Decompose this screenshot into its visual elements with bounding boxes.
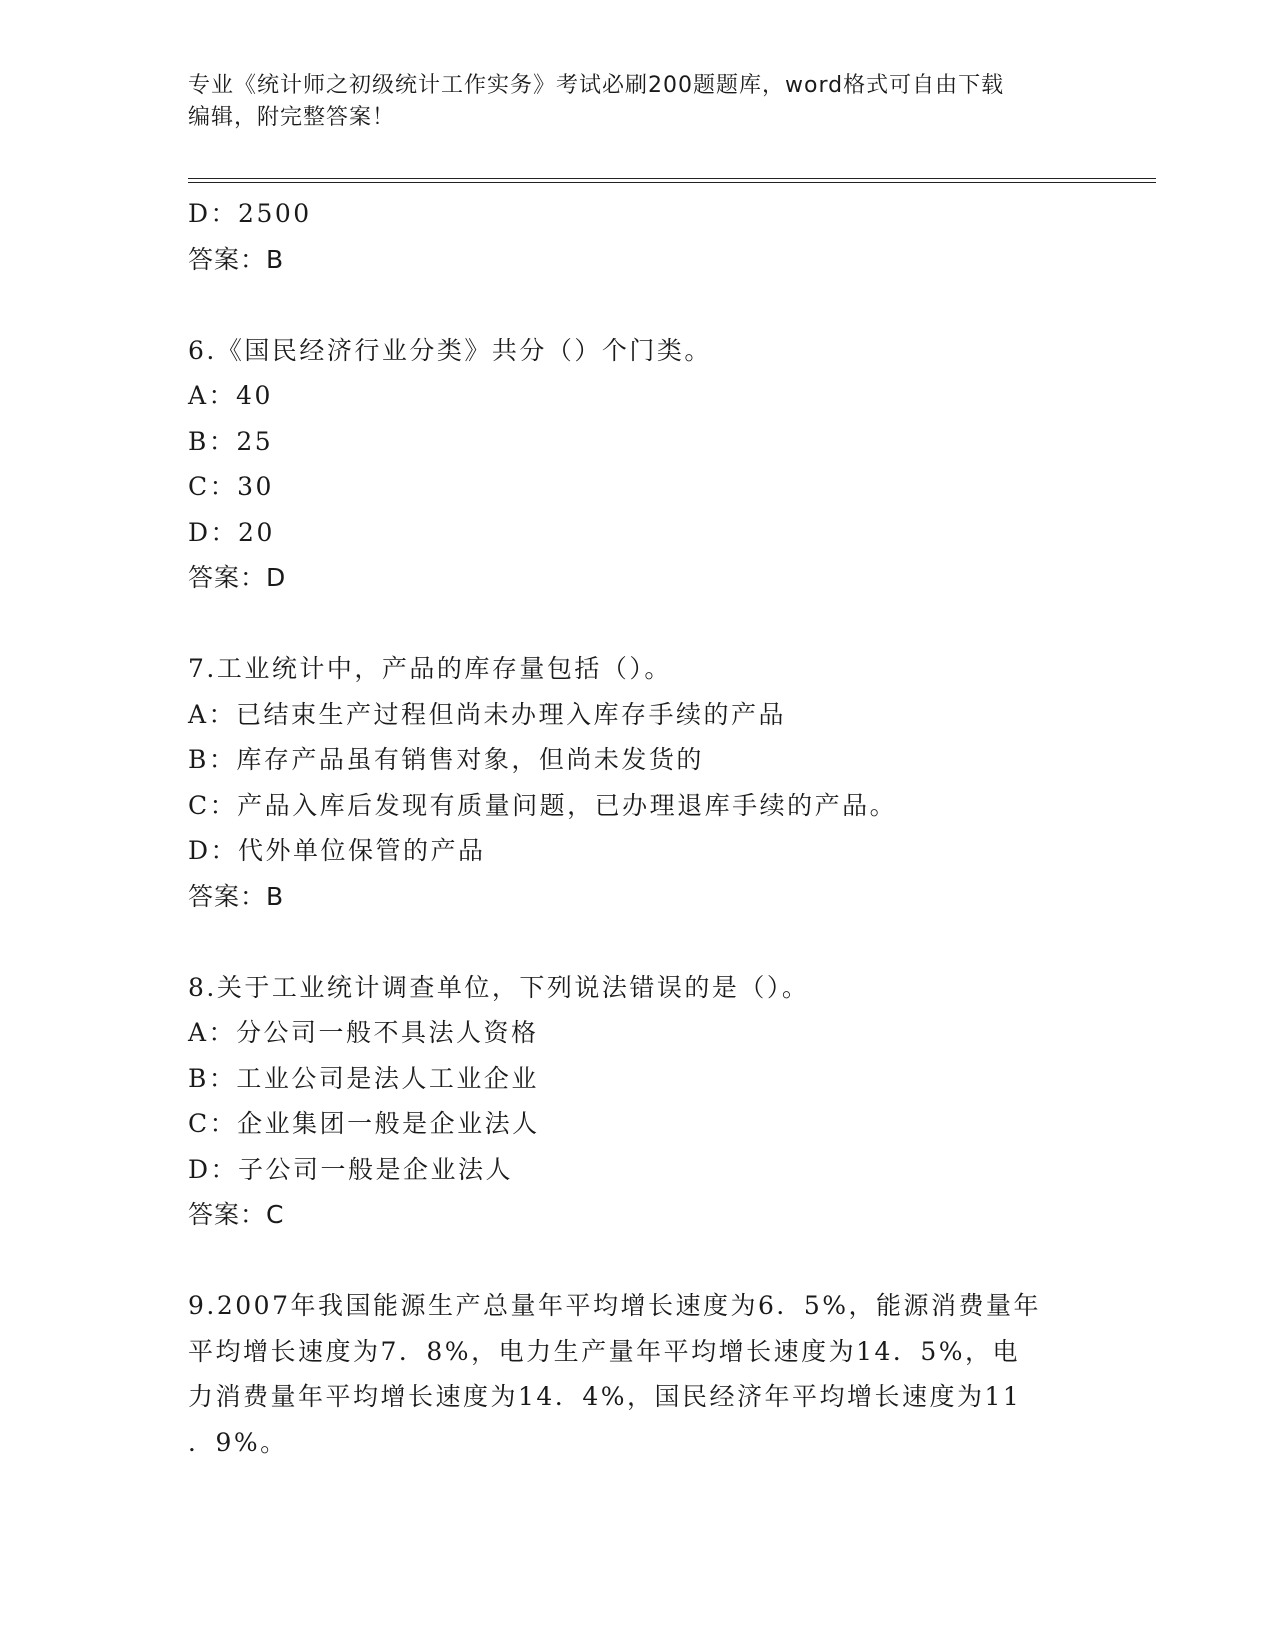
q7-option-a: A：已结束生产过程但尚未办理入库存手续的产品	[188, 699, 787, 729]
header-divider	[188, 178, 1156, 183]
q9-stem-line-3: 力消费量年平均增长速度为14．4%，国民经济年平均增长速度为11	[188, 1382, 1022, 1411]
q7-option-d: D：代外单位保管的产品	[188, 836, 486, 865]
question-content	[188, 191, 1088, 1465]
q9-stem-line-4: ．9%。	[188, 1427, 288, 1457]
header-title-line-2: 编辑，附完整答案！	[188, 105, 396, 130]
q8-stem: 8.关于工业统计调查单位，下列说法错误的是（）。	[188, 972, 810, 1002]
q8-option-a: A：分公司一般不具法人资格	[188, 1018, 539, 1047]
q7-option-c: C：产品入库后发现有质量问题，已办理退库手续的产品。	[188, 790, 898, 820]
question-9	[188, 1283, 1088, 1465]
q6-answer: 答案：D	[188, 563, 287, 592]
spacer	[188, 282, 1088, 328]
q6-stem: 6.《国民经济行业分类》共分（）个门类。	[188, 335, 712, 365]
page-header	[188, 70, 1088, 134]
q9-stem-line-1: 9.2007年我国能源生产总量年平均增长速度为6．5%，能源消费量年	[188, 1291, 1042, 1320]
spacer	[188, 919, 1088, 965]
q6-option-b: B：25	[188, 426, 274, 456]
q7-option-b: B：库存产品虽有销售对象，但尚未发货的	[188, 745, 704, 774]
question-6	[188, 328, 1088, 601]
header-title-line-1: 专业《统计师之初级统计工作实务》考试必刷200题题库，word格式可自由下载	[188, 73, 1005, 98]
q6-option-a: A：40	[188, 381, 273, 410]
spacer	[188, 601, 1088, 647]
q5-option-d: D：2500	[188, 199, 312, 228]
q7-answer: 答案：B	[188, 881, 285, 911]
q8-answer: 答案：C	[188, 1200, 285, 1229]
spacer	[188, 1238, 1088, 1284]
q6-option-c: C：30	[188, 472, 274, 501]
q7-stem: 7.工业统计中，产品的库存量包括（）。	[188, 654, 672, 683]
q8-option-c: C：企业集团一般是企业法人	[188, 1109, 540, 1138]
question-7	[188, 646, 1088, 919]
q8-option-b: B：工业公司是法人工业企业	[188, 1063, 539, 1093]
q8-option-d: D：子公司一般是企业法人	[188, 1154, 514, 1184]
q9-stem-line-2: 平均增长速度为7．8%，电力生产量年平均增长速度为14．5%，电	[188, 1336, 1021, 1366]
q6-option-d: D：20	[188, 517, 275, 547]
q5-answer: 答案：B	[188, 244, 285, 274]
question-8	[188, 965, 1088, 1238]
